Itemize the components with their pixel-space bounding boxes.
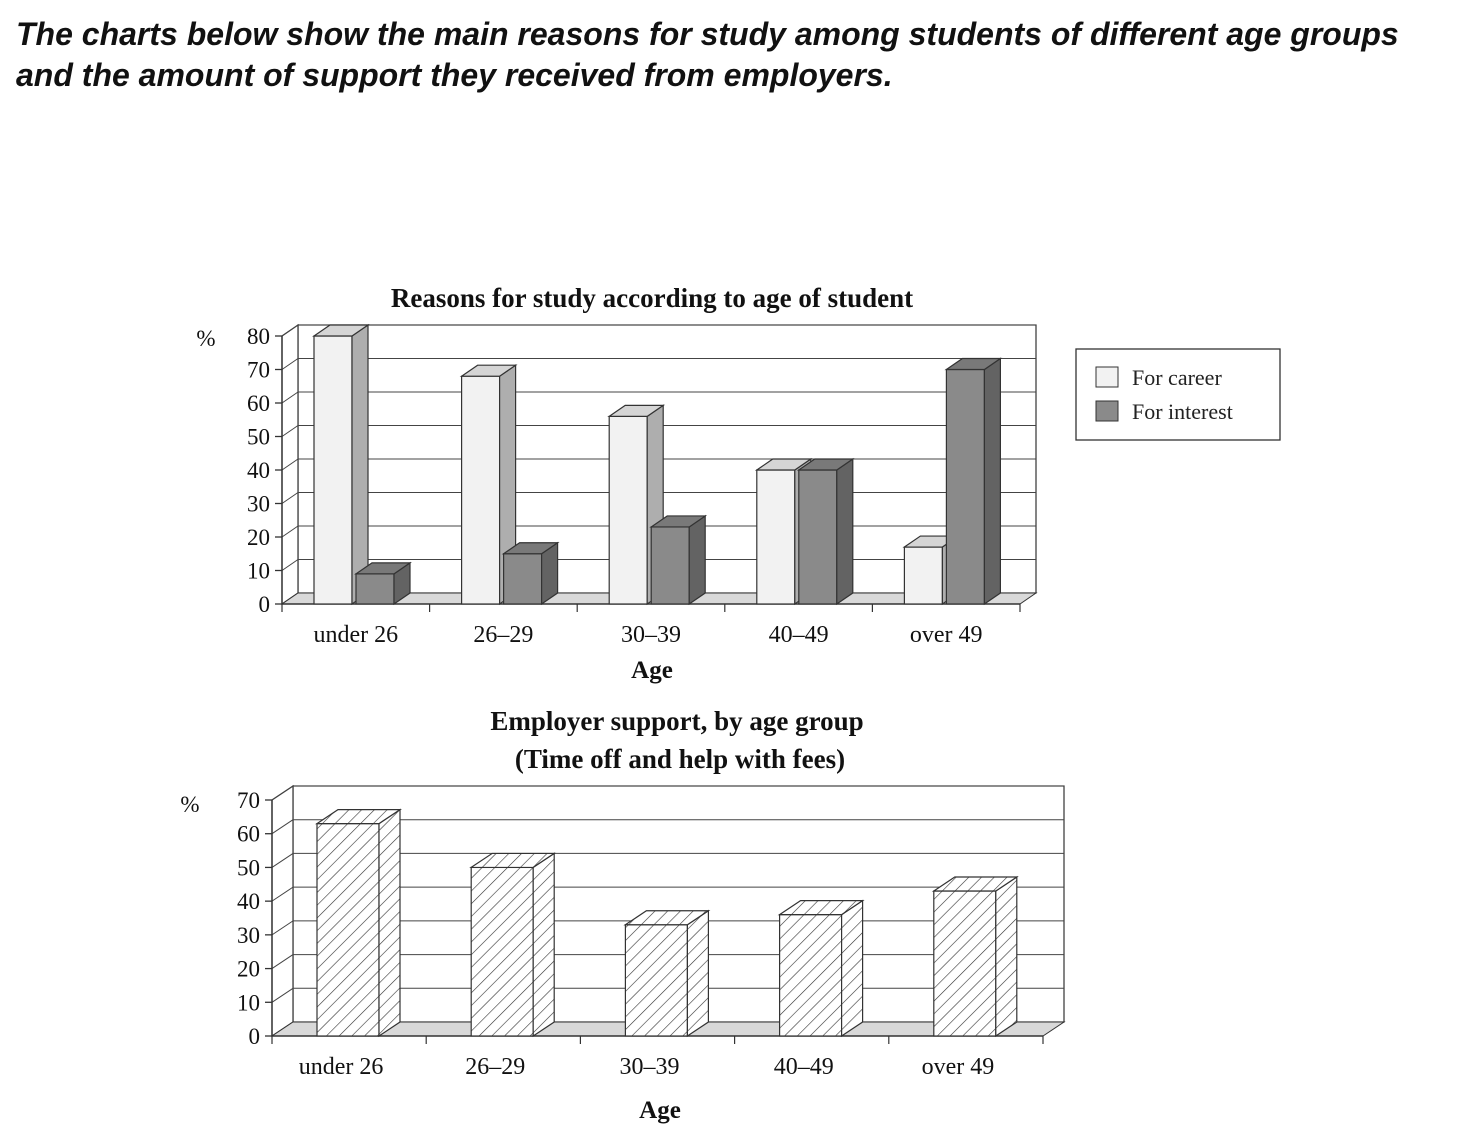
- bar-26–29-1: [504, 543, 558, 604]
- y-tick-label: 30: [237, 922, 260, 948]
- chart1-title: Reasons for study according to age of student: [390, 283, 914, 313]
- bar-front: [471, 867, 533, 1036]
- y-tick-label: 40: [237, 889, 260, 915]
- bar-front: [317, 824, 379, 1036]
- x-tick-label: under 26: [298, 1054, 384, 1080]
- bar-side: [996, 877, 1017, 1036]
- chart2-title: Employer support, by age group: [490, 706, 864, 736]
- bar-front: [904, 547, 942, 604]
- y-tick-label: 0: [258, 592, 270, 617]
- prompt-text: The charts below show the main reasons for study among students of different age groups and the amount of support they received from employers.: [16, 16, 1399, 93]
- x-tick-label: over 49: [909, 622, 983, 648]
- bar-side: [689, 516, 705, 604]
- y-tick-label: 20: [247, 525, 270, 550]
- bar-side: [984, 359, 1000, 605]
- bar-front: [934, 891, 996, 1036]
- bar-30–39-0: [625, 911, 708, 1036]
- bar-side: [533, 853, 554, 1036]
- bar-26–29-0: [471, 853, 554, 1036]
- y-tick-label: 60: [247, 391, 270, 416]
- x-tick-label: 40–49: [773, 1054, 834, 1080]
- y-tick-label: 30: [247, 491, 270, 517]
- bar-40–49-1: [799, 459, 853, 604]
- bar-side: [352, 325, 368, 604]
- bar-side: [842, 901, 863, 1036]
- x-tick-label: 40–49: [768, 622, 829, 648]
- x-tick-label: 26–29: [473, 622, 534, 648]
- chart1-y-unit: %: [196, 326, 216, 351]
- y-tick-label: 20: [237, 956, 260, 982]
- x-tick-label: over 49: [921, 1054, 995, 1080]
- bar-front: [946, 370, 984, 605]
- legend-label-interest: For interest: [1132, 399, 1233, 424]
- x-tick-label: 30–39: [621, 622, 681, 648]
- bar-front: [780, 915, 842, 1036]
- bar-30–39-1: [651, 516, 705, 604]
- chart1-x-title: Age: [631, 657, 673, 684]
- bar-front: [314, 336, 352, 604]
- y-tick-label: 70: [247, 357, 270, 383]
- legend-box: [1076, 349, 1280, 440]
- bar-under 26-1: [356, 563, 410, 604]
- bar-front: [625, 925, 687, 1036]
- y-tick-label: 80: [247, 324, 270, 349]
- bar-front: [462, 376, 500, 604]
- bar-side: [379, 810, 400, 1036]
- bar-front: [609, 416, 647, 604]
- bar-front: [651, 527, 689, 604]
- bar-front: [799, 470, 837, 604]
- chart1-plot: [247, 324, 1036, 648]
- chart2-x-title: Age: [639, 1097, 681, 1124]
- y-tick-label: 60: [237, 821, 260, 847]
- legend-label-career: For career: [1132, 365, 1222, 390]
- chart2-subtitle: (Time off and help with fees): [514, 744, 846, 774]
- y-tick-label: 10: [247, 558, 270, 584]
- y-tick-label: 70: [237, 788, 260, 813]
- bar-over 49-0: [934, 877, 1017, 1036]
- y-tick-label: 50: [247, 424, 270, 450]
- y-tick-label: 50: [237, 855, 260, 881]
- y-tick-label: 10: [237, 990, 260, 1016]
- left-wall: [272, 786, 293, 1036]
- bar-side: [837, 459, 853, 604]
- x-tick-label: 26–29: [465, 1054, 526, 1080]
- y-tick-label: 40: [247, 458, 270, 483]
- bar-front: [757, 470, 795, 604]
- legend-swatch-interest: [1096, 401, 1118, 421]
- y-tick-label: 0: [248, 1024, 260, 1049]
- chart2-plot: [237, 786, 1064, 1080]
- bar-over 49-1: [946, 359, 1000, 605]
- x-tick-label: 30–39: [619, 1054, 680, 1080]
- bar-40–49-0: [780, 901, 863, 1036]
- bar-front: [356, 574, 394, 604]
- legend-swatch-career: [1096, 367, 1118, 387]
- bar-under 26-0: [317, 810, 400, 1036]
- bar-front: [504, 554, 542, 604]
- x-tick-label: under 26: [313, 622, 399, 648]
- bar-under 26-0: [314, 325, 368, 604]
- chart1-legend: [1076, 349, 1280, 440]
- chart2-y-unit: %: [180, 792, 200, 817]
- bar-side: [687, 911, 708, 1036]
